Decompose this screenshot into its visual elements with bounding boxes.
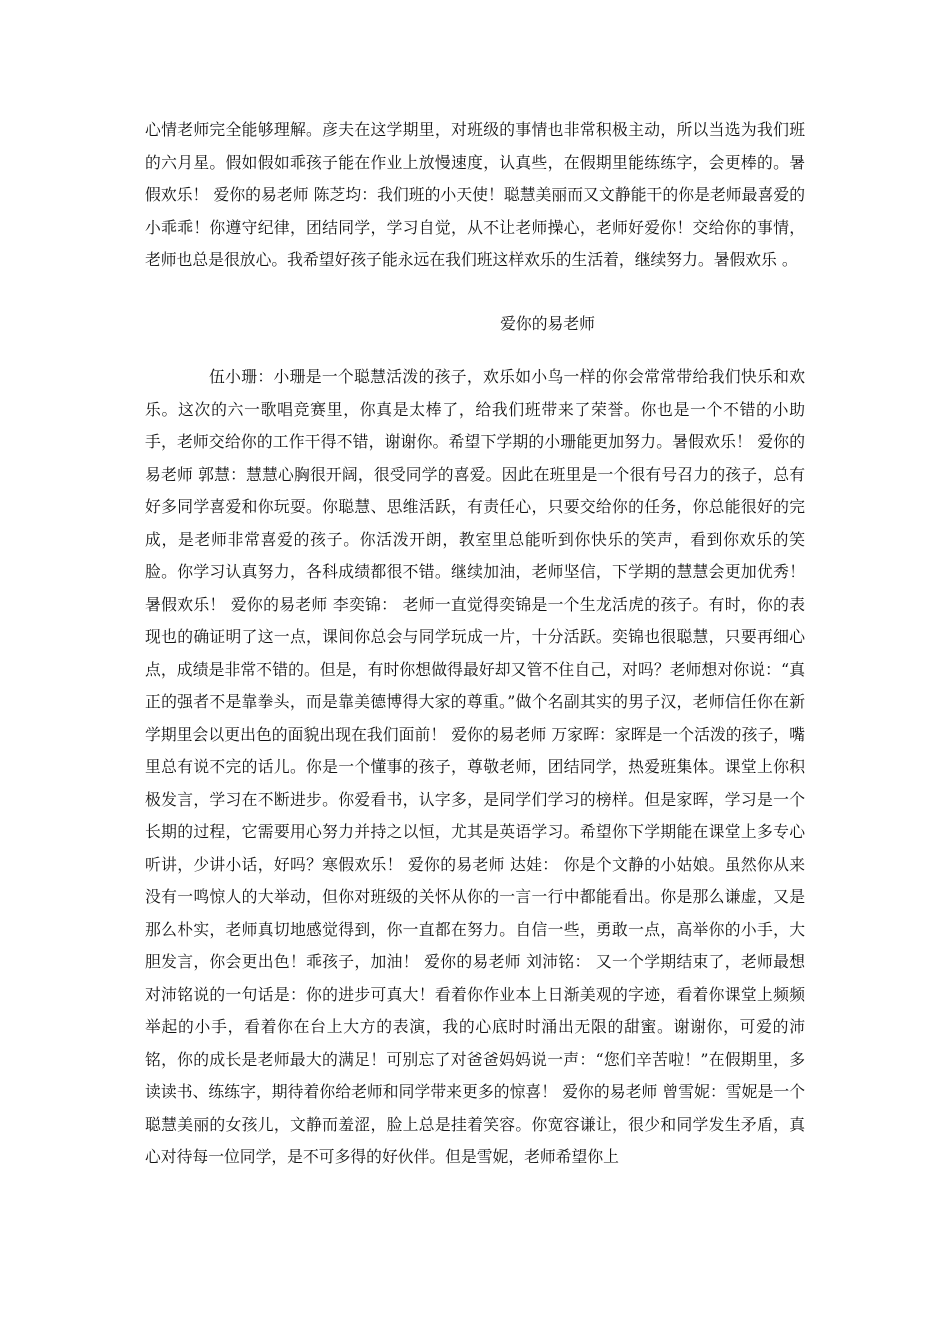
signature-line: 爱你的易老师 [500, 314, 595, 333]
paragraph-2: 伍小珊：小珊是一个聪慧活泼的孩子，欢乐如小鸟一样的你会常常带给我们快乐和欢乐。这次的六一歌唱竞赛里，你真是太棒了，给我们班带来了荣誉。你也是一个不错的小助手，老师交给你的工作干得不错，谢谢你。希望下学期的小珊能更加努力。暑假欢乐！ 爱你的易老师 郭慧：慧慧心胸很开阔，很受同学的喜爱。因此在班里是一个很有号召力的孩子，总有好多同学喜爱和你玩耍。你聪慧、思维活跃，有责任心，只要交给你的任务，你总能很好的完成，是老师非常喜爱的孩子。你活泼开朗，教室里总能听到你快乐的笑声，看到你欢乐的笑脸。你学习认真努力，各科成绩都很不错。继续加油，老师坚信，下学期的慧慧会更加优秀！暑假欢乐！ 爱你的易老师 李奕锦： 老师一直觉得奕锦是一个生龙活虎的孩子。有时，你的表现也的确证明了这一点，课间你总会与同学玩成一片，十分活跃。奕锦也很聪慧，只要再细心点，成绩是非常不错的。但是，有时你想做得最好却又管不住自己，对吗？老师想对你说：“真正的强者不是靠拳头，而是靠美德博得大家的尊重。”做个名副其实的男子汉，老师信任你在新学期里会以更出色的面貌出现在我们面前！ 爱你的易老师 万家晖：家晖是一个活泼的孩子，嘴里总有说不完的话儿。你是一个懂事的孩子，尊敬老师，团结同学，热爱班集体。课堂上你积极发言，学习在不断进步。你爱看书，认字多，是同学们学习的榜样。但是家晖，学习是一个长期的过程，它需要用心努力并持之以恒，尤其是英语学习。希望你下学期能在课堂上多专心听讲，少讲小话，好吗？寒假欢乐！ 爱你的易老师 达娃： 你是个文静的小姑娘。虽然你从来没有一鸣惊人的大举动，但你对班级的关怀从你的一言一行中都能看出。你是那么谦虚，又是那么朴实，老师真切地感觉得到，你一直都在努力。自信一些，勇敢一点，高举你的小手，大胆发言，你会更出色！乖孩子，加油！ 爱你的易老师 刘沛铭： 又一个学期结束了，老师最想对沛铭说的一句话是：你的进步可真大！看着你作业本上日渐美观的字迹，看着你课堂上频频举起的小手，看着你在台上大方的表演，我的心底时时涌出无限的甜蜜。谢谢你，可爱的沛铭，你的成长是老师最大的满足！可别忘了对爸爸妈妈说一声：“您们辛苦啦！”在假期里，多读读书、练练字，期待着你给老师和同学带来更多的惊喜！ 爱你的易老师 曾雪妮：雪妮是一个聪慧美丽的女孩儿，文静而羞涩，脸上总是挂着笑容。你宽容谦让，很少和同学发生矛盾，真心对待每一位同学，是不可多得的好伙伴。但是雪妮，老师希望你上 [145, 367, 805, 1166]
paragraph-1: 心情老师完全能够理解。彦夫在这学期里，对班级的事情也非常积极主动，所以当选为我们班的六月星。假如假如乖孩子能在作业上放慢速度，认真些，在假期里能练练字，会更棒的。暑假欢乐！ 爱你的易老师 陈芝均：我们班的小天使！聪慧美丽而又文静能干的你是老师最喜爱的小乖乖！你遵守纪律，团结同学，学习自觉，从不让老师操心，老师好爱你！交给你的事情，老师也总是很放心。我希望好孩子能永远在我们班这样欢乐的生活着，继续努力。暑假欢乐 。 [145, 120, 805, 269]
